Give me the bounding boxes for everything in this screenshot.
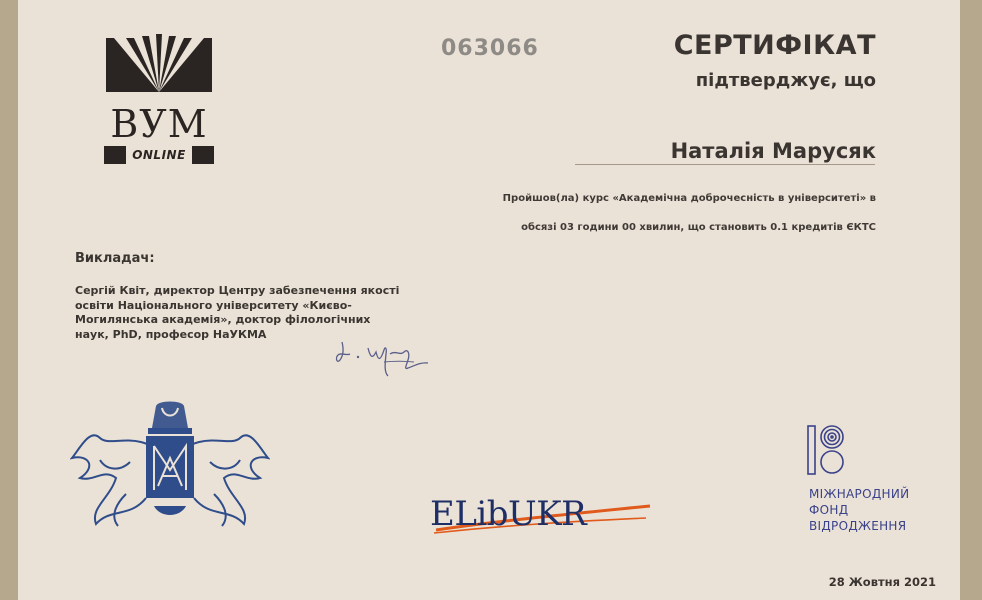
name-underline: [575, 164, 875, 165]
certificate: [18, 0, 960, 600]
university-emblem-icon: [70, 398, 270, 532]
lecturer-line: освіти Національного університету «Києво-: [75, 298, 352, 312]
irf-emblem-icon: [806, 424, 852, 476]
course-description-line-2: обсязі 03 години 00 хвилин, що становить 0.1 кредитів ЄКТС: [521, 222, 876, 233]
vum-online-logo: [104, 34, 214, 166]
irf-text-line: ФОНД: [809, 503, 849, 517]
logo-main-text: ВУМ: [110, 102, 208, 146]
irf-text-line: ВІДРОДЖЕННЯ: [809, 519, 907, 533]
confirms-text: підтверджує, що: [695, 70, 876, 91]
course-description-line-1: Пройшов(ла) курс «Академічна доброчесність в університеті» в: [502, 193, 876, 204]
signature-icon: [334, 336, 430, 382]
open-book-icon: [104, 34, 214, 96]
certificate-number: 063066: [441, 36, 539, 61]
logo-sub-text: ONLINE: [132, 148, 186, 162]
elibukr-text: ELibUKR: [430, 494, 587, 534]
elibukr-logo: [430, 492, 654, 542]
irf-logo-text: [809, 486, 909, 534]
lecturer-line: Могилянська академія», доктор філологічних: [75, 313, 371, 326]
lecturer-line: Сергій Квіт, директор Центру забезпечення якості: [75, 284, 400, 297]
irf-text-line: МІЖНАРОДНИЙ: [809, 487, 910, 501]
lecturer-heading: Викладач:: [75, 251, 155, 266]
recipient-name: Наталія Марусяк: [670, 139, 876, 163]
lecturer-line: наук, PhD, професор НаУКМА: [75, 327, 267, 341]
lecturer-details: [75, 284, 435, 342]
logo-sub-band: [104, 146, 214, 164]
issue-date: 28 Жовтня 2021: [828, 575, 936, 589]
certificate-title: СЕРТИФІКАТ: [673, 30, 876, 61]
